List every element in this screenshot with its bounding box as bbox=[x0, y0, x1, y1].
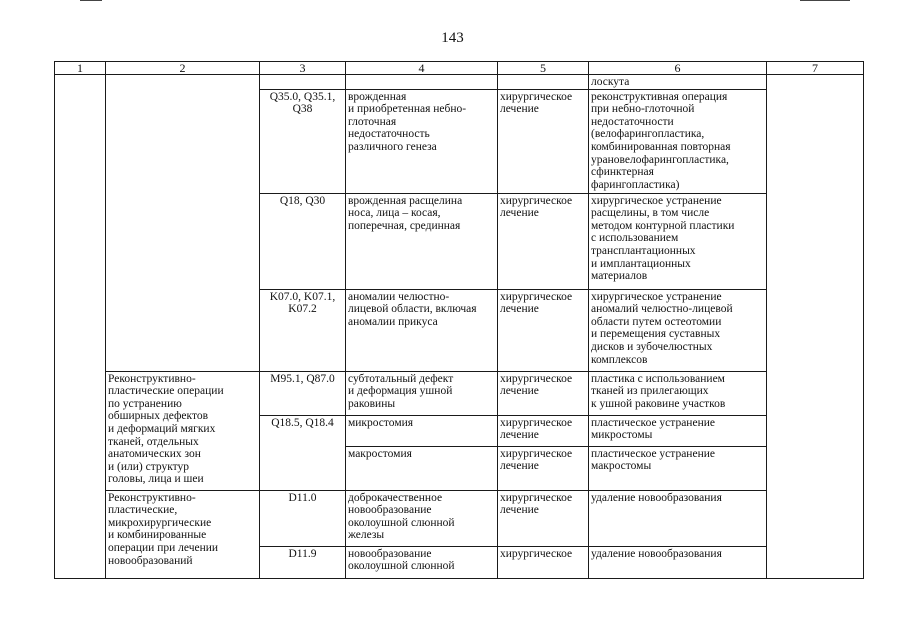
column-number-6: 6 bbox=[589, 62, 767, 75]
cell-condition: новообразование околоушной слюнной bbox=[346, 546, 498, 578]
table-row bbox=[55, 490, 864, 546]
cell-treatment: хирургическое bbox=[498, 546, 589, 578]
page-number: 143 bbox=[441, 30, 464, 46]
column-number-row bbox=[55, 62, 864, 75]
cell-col1 bbox=[55, 75, 106, 579]
cell-col7 bbox=[767, 75, 864, 579]
group-label-neoplasm-operations: Реконструктивно- пластические, микрохирургические и комбинированные операции при лечении новообразований bbox=[106, 490, 260, 578]
table-row bbox=[55, 371, 864, 415]
cell-treatment: хирургическое лечение bbox=[498, 415, 589, 446]
cell-codes: K07.0, K07.1, K07.2 bbox=[260, 289, 346, 371]
table-row bbox=[55, 75, 864, 90]
column-number-7: 7 bbox=[767, 62, 864, 75]
cell-codes: D11.9 bbox=[260, 546, 346, 578]
cell-treatment bbox=[498, 75, 589, 90]
cell-condition bbox=[346, 75, 498, 90]
scan-edge-line-right bbox=[800, 0, 850, 1]
cell-codes bbox=[260, 75, 346, 90]
cell-condition: макростомия bbox=[346, 446, 498, 490]
cell-method: удаление новообразования bbox=[589, 546, 767, 578]
cell-method: пластическое устранение макростомы bbox=[589, 446, 767, 490]
cell-condition: доброкачественное новообразование околоушной слюнной железы bbox=[346, 490, 498, 546]
cell-method: пластическое устранение микростомы bbox=[589, 415, 767, 446]
cell-method: хирургическое устранение расщелины, в том числе методом контурной пластики с использованием трансплантационных и имплантационных материалов bbox=[589, 193, 767, 289]
cell-treatment: хирургическое лечение bbox=[498, 371, 589, 415]
cell-treatment: хирургическое лечение bbox=[498, 89, 589, 193]
cell-codes: Q35.0, Q35.1, Q38 bbox=[260, 89, 346, 193]
cell-codes: Q18, Q30 bbox=[260, 193, 346, 289]
column-number-2: 2 bbox=[106, 62, 260, 75]
cell-codes: D11.0 bbox=[260, 490, 346, 546]
cell-treatment: хирургическое лечение bbox=[498, 490, 589, 546]
cell-condition: субтотальный дефект и деформация ушной раковины bbox=[346, 371, 498, 415]
cell-treatment: хирургическое лечение bbox=[498, 289, 589, 371]
column-number-1: 1 bbox=[55, 62, 106, 75]
column-number-4: 4 bbox=[346, 62, 498, 75]
cell-treatment: хирургическое лечение bbox=[498, 446, 589, 490]
column-number-3: 3 bbox=[260, 62, 346, 75]
cell-codes: Q18.5, Q18.4 bbox=[260, 415, 346, 490]
cell-condition: врожденная расщелина носа, лица – косая, поперечная, срединная bbox=[346, 193, 498, 289]
cell-method: хирургическое устранение аномалий челюстно-лицевой области путем остеотомии и перемещения суставных дисков и зубочелюстных комплексов bbox=[589, 289, 767, 371]
cell-group-empty bbox=[106, 75, 260, 372]
scan-edge-line-left bbox=[80, 0, 102, 1]
cell-method: реконструктивная операция при небно-глоточной недостаточности (велофарингопластика, комбинированная повторная урановелофарингопластика, сфинктерная фарингопластика) bbox=[589, 89, 767, 193]
cell-condition: аномалии челюстно- лицевой области, включая аномалии прикуса bbox=[346, 289, 498, 371]
cell-condition: врожденная и приобретенная небно- глоточная недостаточность различного генеза bbox=[346, 89, 498, 193]
medical-procedures-table bbox=[54, 61, 864, 579]
cell-condition: микростомия bbox=[346, 415, 498, 446]
group-label-reconstructive-soft-tissue: Реконструктивно- пластические операции по устранению обширных дефектов и деформаций мягких тканей, отдельных анатомических зон и (или) структур головы, лица и шеи bbox=[106, 371, 260, 490]
cell-method: пластика с использованием тканей из прилегающих к ушной раковине участков bbox=[589, 371, 767, 415]
cell-method: удаление новообразования bbox=[589, 490, 767, 546]
cell-method: лоскута bbox=[589, 75, 767, 90]
cell-codes: M95.1, Q87.0 bbox=[260, 371, 346, 415]
cell-treatment: хирургическое лечение bbox=[498, 193, 589, 289]
column-number-5: 5 bbox=[498, 62, 589, 75]
